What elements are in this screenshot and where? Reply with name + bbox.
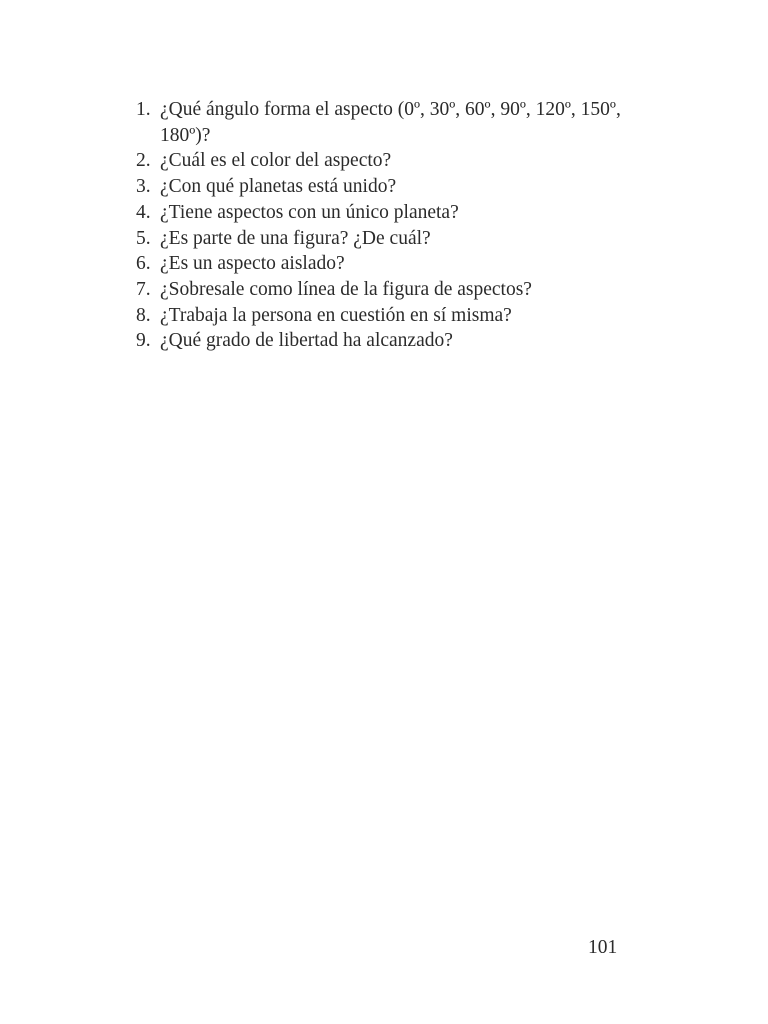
question-number: 4. <box>136 201 151 223</box>
question-number: 2. <box>136 150 151 172</box>
question-item-4 <box>136 200 636 226</box>
question-number: 1. <box>136 99 151 120</box>
question-item-5 <box>136 226 636 252</box>
question-text: ¿Qué grado de libertad ha alcanzado? <box>160 330 453 352</box>
question-number: 3. <box>136 176 151 198</box>
question-number: 5. <box>136 227 151 249</box>
page-number: 101 <box>588 937 618 958</box>
question-text: ¿Tiene aspectos con un único planeta? <box>160 201 459 223</box>
question-item-3 <box>136 174 636 200</box>
question-item-9 <box>136 328 636 354</box>
question-item-8 <box>136 303 636 329</box>
question-list <box>136 97 636 354</box>
question-number: 6. <box>136 253 151 275</box>
question-text: ¿Sobresale como línea de la figura de aspectos? <box>160 278 532 300</box>
question-text: ¿Qué ángulo forma el aspecto (0º, 30º, 60º, 90º, 120º, 150º, 180º)? <box>160 99 621 146</box>
question-number: 7. <box>136 278 151 300</box>
question-text: ¿Es un aspecto aislado? <box>160 253 345 275</box>
question-number: 8. <box>136 304 151 326</box>
question-text: ¿Trabaja la persona en cuestión en sí misma? <box>160 304 512 326</box>
question-text: ¿Es parte de una figura? ¿De cuál? <box>160 227 431 249</box>
question-text: ¿Cuál es el color del aspecto? <box>160 150 392 172</box>
question-item-6 <box>136 251 636 277</box>
question-text: ¿Con qué planetas está unido? <box>160 176 397 198</box>
question-item-7 <box>136 277 636 303</box>
question-item-1 <box>136 97 636 148</box>
question-number: 9. <box>136 330 151 352</box>
question-item-2 <box>136 148 636 174</box>
